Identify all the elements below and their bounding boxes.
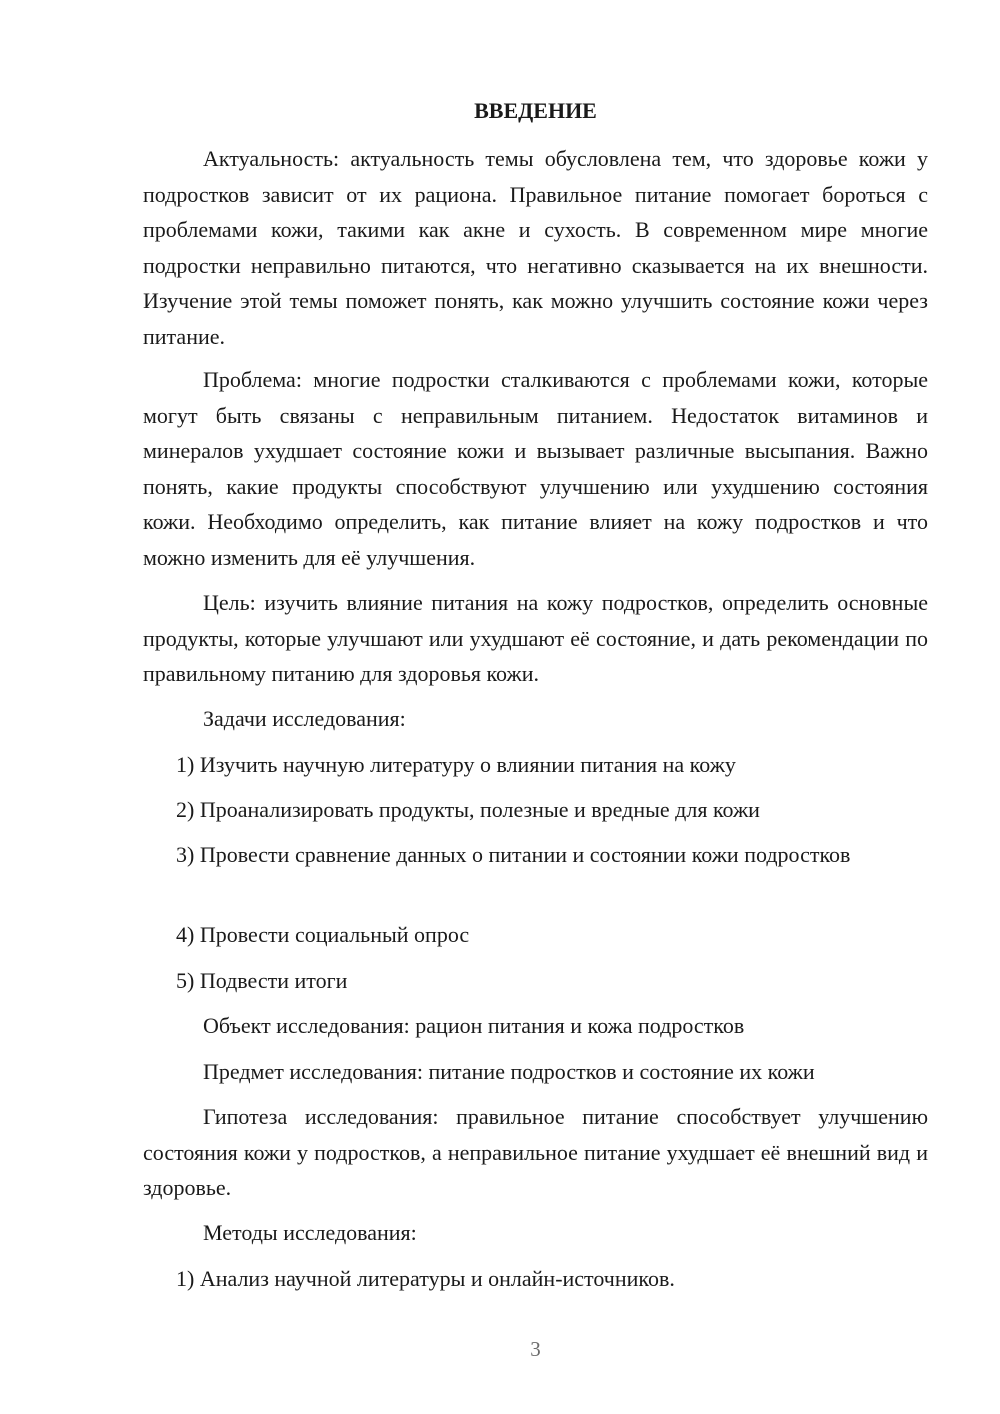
list-item: 3) Провести сравнение данных о питании и состоянии кожи подростков	[176, 842, 851, 867]
research-hypothesis: Гипотеза исследования: правильное питание способствует улучшению состояния кожи у подростков, а неправильное питание ухудшает её внешний вид и здоровье.	[143, 1104, 928, 1200]
paragraph-relevance: Актуальность: актуальность темы обусловлена тем, что здоровье кожи у подростков зависит от их рациона. Правильное питание помогает бороться с проблемами кожи, такими как акне и сухость. В современном мире многие подростки неправильно питаются, что негативно сказывается на их внешности. Изучение этой темы поможет понять, как можно улучшить состояние кожи через питание.	[143, 146, 928, 349]
document-title: ВВЕДЕНИЕ	[474, 98, 597, 123]
list-item: 4) Провести социальный опрос	[176, 922, 470, 947]
paragraph-goal: Цель: изучить влияние питания на кожу подростков, определить основные продукты, которые улучшают или ухудшают её состояние, и дать рекомендации по правильному питанию для здоровья кожи.	[143, 590, 928, 686]
list-item: 1) Анализ научной литературы и онлайн-источников.	[176, 1266, 675, 1291]
methods-heading: Методы исследования:	[203, 1220, 417, 1245]
document-page	[143, 0, 928, 1414]
research-subject: Предмет исследования: питание подростков и состояние их кожи	[203, 1059, 815, 1084]
page-number: 3	[530, 1337, 541, 1361]
research-object: Объект исследования: рацион питания и кожа подростков	[203, 1013, 745, 1038]
tasks-heading: Задачи исследования:	[203, 706, 406, 731]
list-item: 2) Проанализировать продукты, полезные и вредные для кожи	[176, 797, 760, 822]
paragraph-problem: Проблема: многие подростки сталкиваются с проблемами кожи, которые могут быть связаны с неправильным питанием. Недостаток витаминов и минералов ухудшает состояние кожи и вызывает различные высыпания. Важно понять, какие продукты способствуют улучшению или ухудшению состояния кожи. Необходимо определить, как питание влияет на кожу подростков и что можно изменить для её улучшения.	[143, 367, 928, 570]
list-item: 5) Подвести итоги	[176, 968, 348, 993]
list-item: 1) Изучить научную литературу о влиянии питания на кожу	[176, 752, 736, 777]
